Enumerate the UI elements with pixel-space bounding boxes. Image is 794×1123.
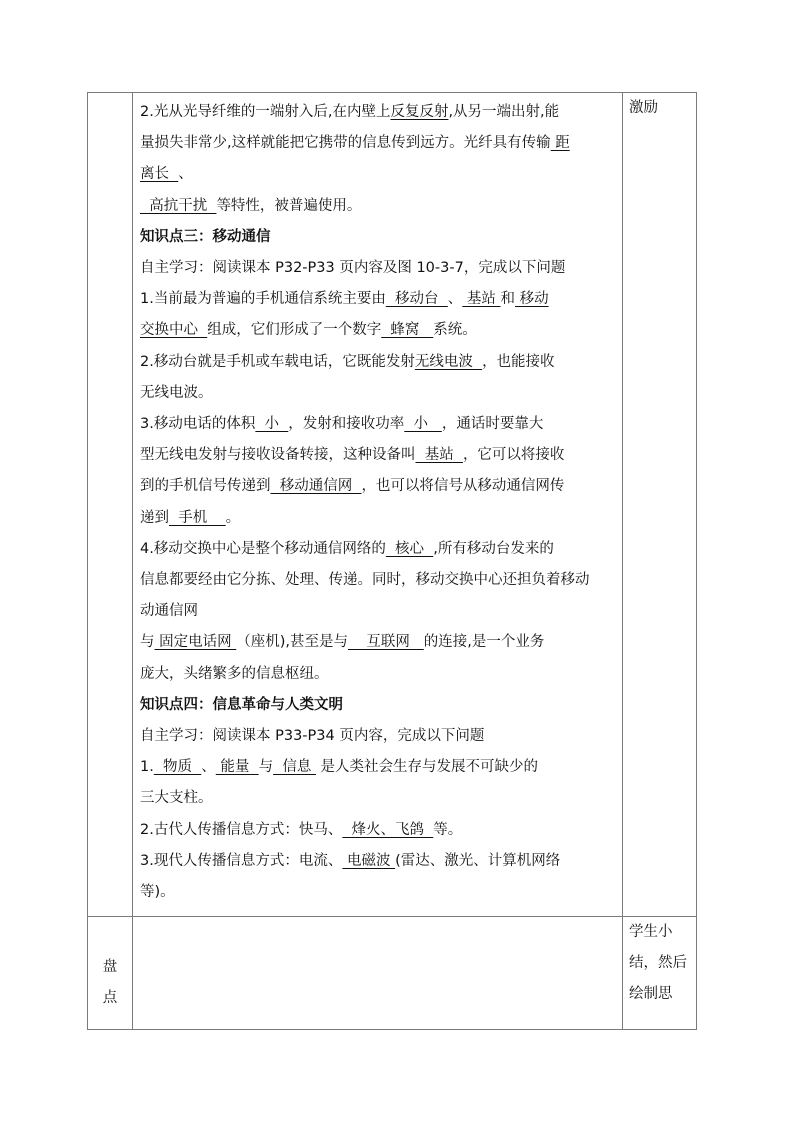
text-line: 量损失非常少,这样就能把它携带的信息传到远方。光纤具有传输 距 (140, 135, 570, 152)
row-label-char: 点 (102, 990, 118, 1007)
lesson-table (87, 92, 697, 1030)
text-line: 信息都要经由它分拣、处理、传递。同时，移动交换中心还担负着移动 (140, 572, 590, 589)
answer-blank: 基站 (462, 291, 501, 308)
answer-blank: 互联网 (347, 634, 424, 651)
answer-blank: 交换中心 (140, 322, 208, 339)
table-row (88, 917, 697, 1030)
answer-blank: 电磁波 (342, 852, 396, 869)
text-line: 1.当前最为普遍的手机通信系统主要由 移动台 、 基站 和 移动 (140, 291, 549, 308)
answer-blank: 信息 (273, 759, 316, 776)
section-heading: 知识点三：移动通信 (140, 228, 271, 245)
answer-blank: 小 (404, 416, 442, 433)
study-instruction: 自主学习：阅读课本 P33-P34 页内容，完成以下问题 (140, 728, 485, 745)
content-cell (133, 93, 623, 917)
text-line: 动通信网 (140, 603, 198, 620)
answer-blank: 反复反射 (390, 104, 449, 120)
text-line: 等)。 (140, 884, 175, 901)
answer-blank: 小 (255, 416, 289, 433)
study-instruction: 自主学习：阅读课本 P32-P33 页内容及图 10-3-7，完成以下问题 (140, 260, 566, 277)
text-line: 2.光从光导纤维的一端射入后,在内壁上反复反射,从另一端出射,能 (140, 104, 560, 120)
answer-blank: 蜂窝 (381, 322, 434, 339)
text-line: 2.移动台就是手机或车载电话，它既能发射无线电波 ，也能接收 (140, 353, 555, 370)
text-line: 高抗干扰 等特性，被普遍使用。 (140, 197, 362, 214)
text-line: 庞大，头绪繁多的信息枢纽。 (140, 665, 329, 682)
text-line: 离长 、 (140, 166, 193, 183)
section-heading: 知识点四：信息革命与人类文明 (140, 696, 343, 713)
row-label-char: 盘 (102, 959, 118, 976)
text-line: 3.现代人传播信息方式：电流、 电磁波 (雷达、激光、计算机网络 (140, 852, 561, 869)
text-line: 到的手机信号传递到 移动通信网 ，也可以将信号从移动通信网传 (140, 478, 565, 495)
row-label-cell (88, 93, 133, 917)
side-note-line: 学生小 (629, 924, 673, 941)
text-line: 4.移动交换中心是整个移动通信网络的 核心 ,所有移动台发来的 (140, 540, 554, 557)
answer-blank: 移动台 (385, 291, 448, 308)
text-line: 1. 物质 、 能量 与 信息 是人类社会生存与发展不可缺少的 (140, 759, 539, 776)
answer-blank: 核心 (385, 540, 434, 557)
answer-blank: 移动 (515, 291, 549, 308)
text-line: 与 固定电话网 （座机),甚至是与 互联网 的连接,是一个业务 (140, 634, 545, 651)
answer-blank: 离长 (140, 166, 179, 183)
text-line: 型无线电发射与接收设备转接，这种设备叫 基站 ，它可以将接收 (140, 447, 565, 464)
side-note: 激励 (629, 100, 658, 116)
design-intent-cell (623, 917, 697, 1030)
answer-blank: 手机 (169, 509, 226, 526)
answer-blank: 固定电话网 (154, 634, 237, 651)
side-note-line: 结，然后 (629, 955, 687, 972)
answer-blank: 无线电波 (414, 353, 483, 370)
text-line: 递到 手机 。 (140, 509, 241, 526)
text-line: 2.古代人传播信息方式：快马、 烽火、飞鸽 等。 (140, 821, 463, 838)
row-label-cell (88, 917, 133, 1030)
answer-blank: 距 (550, 135, 570, 152)
answer-blank: 物质 (153, 759, 202, 776)
answer-blank: 基站 (415, 447, 463, 464)
text-line: 3.移动电话的体积 小 ，发射和接收功率 小 ，通话时要靠大 (140, 416, 544, 433)
text-line: 无线电波。 (140, 384, 213, 401)
design-intent-cell (623, 93, 697, 917)
side-note-line: 绘制思 (629, 986, 673, 1003)
text-line: 三大支柱。 (140, 790, 213, 807)
table-row (88, 93, 697, 917)
content-cell (133, 917, 623, 1030)
answer-blank: 烽火、飞鸽 (342, 821, 434, 838)
answer-blank: 移动通信网 (270, 478, 362, 495)
answer-blank: 能量 (215, 759, 259, 776)
text-line: 交换中心 组成，它们形成了一个数字 蜂窝 系统。 (140, 322, 477, 339)
answer-blank: 高抗干扰 (140, 197, 217, 214)
